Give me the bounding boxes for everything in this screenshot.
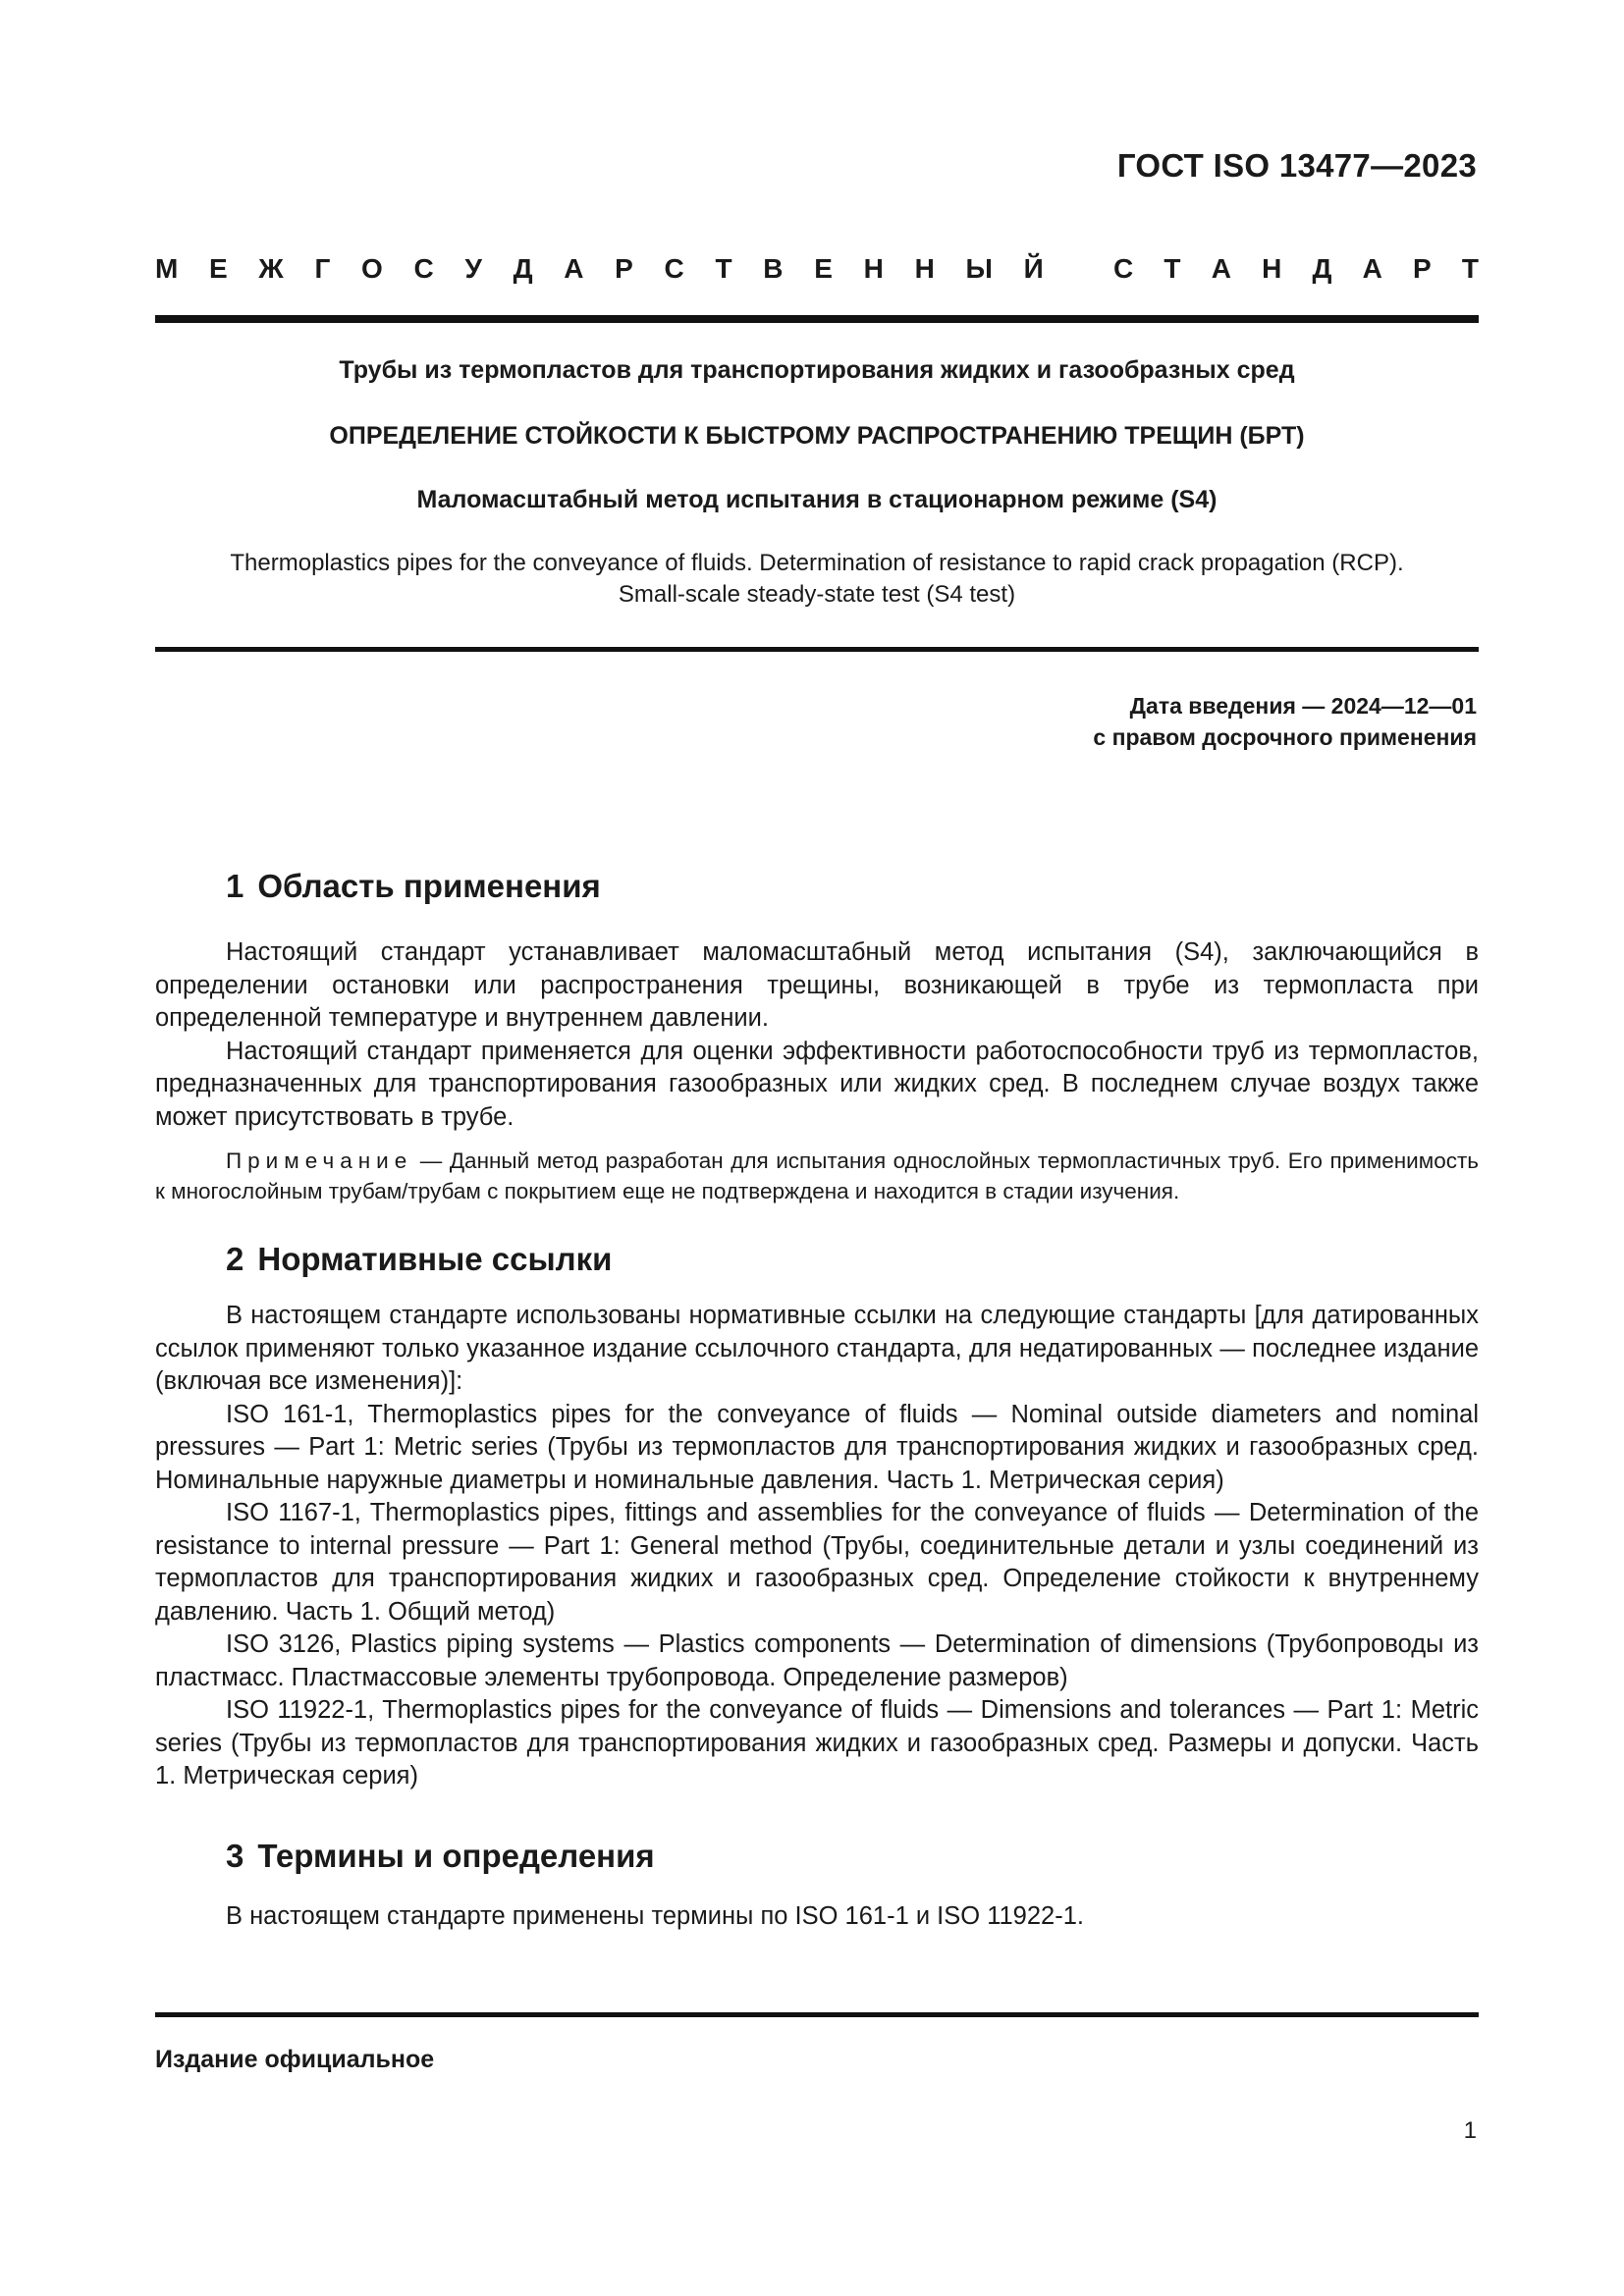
banner-letter: Ы bbox=[965, 253, 993, 284]
page-number: 1 bbox=[1463, 2117, 1477, 2144]
document-subtitle: Маломасштабный метод испытания в стационарном режиме (S4) bbox=[416, 486, 1218, 513]
section-paragraph: Настоящий стандарт применяется для оценки эффективности работоспособности труб из термопластов, предназначенных для транспортирования газообразных или жидких сред. В последнем случае воздух также может присутствовать в трубе. bbox=[155, 1037, 1479, 1131]
banner-word-interstate bbox=[155, 253, 1044, 285]
reference-item: ISO 3126, Plastics piping systems — Plastics components — Determination of dimensions (Трубопроводы из пластмасс. Пластмассовые элементы трубопровода. Определение размеров) bbox=[155, 1630, 1479, 1691]
section-paragraph: Настоящий стандарт устанавливает маломасштабный метод испытания (S4), заключающийся в определении остановки или распространения трещины, возникающей в трубе из термопласта при определенной температуре и внутреннем давлении. bbox=[155, 938, 1479, 1032]
official-edition-label: Издание официальное bbox=[155, 2046, 435, 2073]
banner-letter: А bbox=[1362, 253, 1382, 284]
banner-letter: С bbox=[1113, 253, 1134, 284]
banner-letter: С bbox=[413, 253, 434, 284]
section-paragraph: В настоящем стандарте применены термины по ISO 161-1 и ISO 11922-1. bbox=[226, 1902, 1084, 1930]
section-note bbox=[155, 1146, 1479, 1206]
banner-letter: Т bbox=[715, 253, 732, 284]
note-label: Примечание bbox=[226, 1148, 413, 1173]
banner-letter: Д bbox=[513, 253, 533, 284]
reference-item: ISO 161-1, Thermoplastics pipes for the conveyance of fluids — Nominal outside diameters and nominal pressures — Part 1: Metric series (Трубы из термопластов для транспортирования жидких и газообразных сред. Номинальные наружные диаметры и номинальные давления. Часть 1. Метрическая серия) bbox=[155, 1400, 1479, 1494]
standard-number: ГОСТ ISO 13477—2023 bbox=[1116, 147, 1477, 184]
footer-divider bbox=[155, 2012, 1479, 2017]
banner-letter: Т bbox=[1461, 253, 1479, 284]
note-text: — Данный метод разработан для испытания однослойных термопластичных труб. Его применимость к многослойным трубам/трубам с покрытием еще не подтверждена и находится в стадии изучения. bbox=[155, 1148, 1479, 1203]
banner-letter: О bbox=[361, 253, 383, 284]
banner-letter: Е bbox=[209, 253, 228, 284]
banner-letter: В bbox=[763, 253, 784, 284]
banner-letter: Д bbox=[1312, 253, 1332, 284]
banner-letter: А bbox=[564, 253, 584, 284]
banner-word-standard bbox=[1113, 253, 1479, 285]
banner-letter: Ж bbox=[258, 253, 284, 284]
document-title-caps: ОПРЕДЕЛЕНИЕ СТОЙКОСТИ К БЫСТРОМУ РАСПРОСТРАНЕНИЮ ТРЕЩИН (БРТ) bbox=[329, 422, 1305, 450]
section-heading: 1 Область применения bbox=[226, 868, 601, 904]
banner-letter: Т bbox=[1164, 253, 1181, 284]
banner-letter: Р bbox=[1413, 253, 1432, 284]
english-title bbox=[155, 548, 1479, 611]
english-title-line-2: Small-scale steady-state test (S4 test) bbox=[618, 581, 1016, 608]
section-3 bbox=[155, 1838, 1479, 1934]
banner-letter: Н bbox=[1262, 253, 1282, 284]
section-paragraph: В настоящем стандарте использованы нормативные ссылки на следующие стандарты [для датированных ссылок применяют только указанное издание ссылочного стандарта, для недатированных — последнее издание (включая все изменения)]: bbox=[155, 1302, 1479, 1395]
document-title: Трубы из термопластов для транспортирования жидких и газообразных сред bbox=[339, 356, 1295, 384]
top-divider bbox=[155, 315, 1479, 323]
section-2 bbox=[155, 1241, 1479, 1793]
reference-item: ISO 11922-1, Thermoplastics pipes for the conveyance of fluids — Dimensions and tolerances — Part 1: Metric series (Трубы из термопластов для транспортирования жидких и газообразных сред. Размеры и допуски. Часть 1. Метрическая серия) bbox=[155, 1696, 1479, 1789]
banner-letter: Р bbox=[615, 253, 633, 284]
effective-date-block bbox=[1093, 690, 1477, 753]
banner-letter: У bbox=[464, 253, 482, 284]
standard-type-banner bbox=[155, 253, 1479, 285]
banner-letter: С bbox=[664, 253, 684, 284]
title-divider bbox=[155, 647, 1479, 652]
section-heading: 3 Термины и определения bbox=[226, 1838, 655, 1874]
english-title-line-1: Thermoplastics pipes for the conveyance of fluids. Determination of resistance to rapid crack propagation (RCP). bbox=[230, 550, 1404, 576]
banner-letter: Е bbox=[814, 253, 833, 284]
section-1 bbox=[155, 868, 1479, 1206]
reference-item: ISO 1167-1, Thermoplastics pipes, fittings and assemblies for the conveyance of fluids — Determination of the resistance to internal pressure — Part 1: General method (Трубы, соединительные детали и узлы соединений из термопластов для транспортирования жидких и газообразных сред. Определение стойкости к внутреннему давлению. Часть 1. Общий метод) bbox=[155, 1499, 1479, 1626]
section-heading: 2 Нормативные ссылки bbox=[226, 1241, 613, 1277]
banner-letter: Н bbox=[863, 253, 884, 284]
banner-letter: Н bbox=[914, 253, 935, 284]
banner-letter: А bbox=[1211, 253, 1231, 284]
banner-letter: М bbox=[155, 253, 179, 284]
early-application-note: с правом досрочного применения bbox=[1093, 724, 1477, 750]
banner-letter: Г bbox=[314, 253, 331, 284]
banner-letter: Й bbox=[1023, 253, 1044, 284]
effective-date: Дата введения — 2024—12—01 bbox=[1129, 693, 1477, 719]
